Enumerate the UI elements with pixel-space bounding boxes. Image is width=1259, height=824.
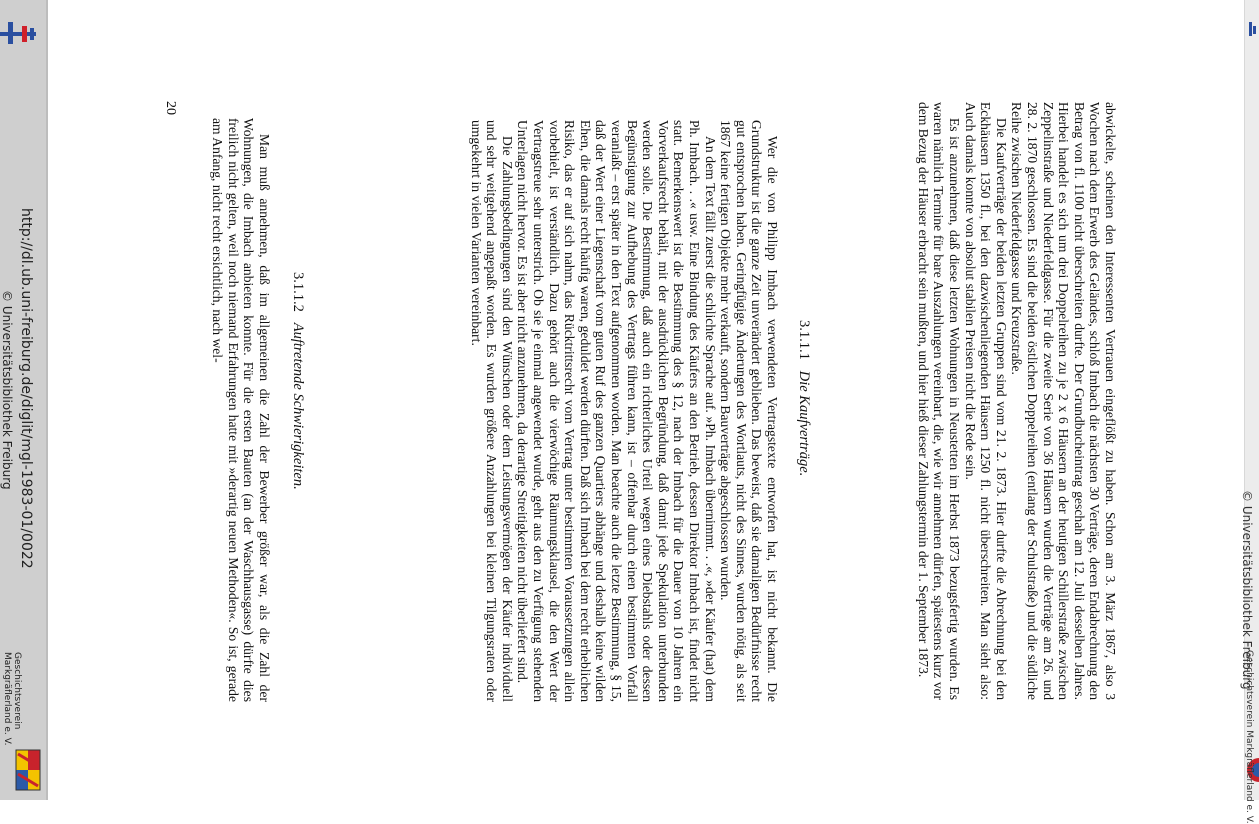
heading-title: Die Kaufverträge. [796, 370, 812, 477]
paragraph: abwickelte, scheinen den Interessenten Vertrauen eingeflößt zu haben. Schon am 3. März 1867, also 3 Wochen nach dem Erwerb des Geländes, schloß Imbach die nächsten 30 Verträge, deren Endabrechnung den Betrag von fl. 1100 nicht überschreiten durfte. Der Grundbucheintrag geschah am 12. Juli desselben Jahres. Hierbei handelt es sich um drei Doppelreihen zu je 2 x 6 Häusern an der heutigen Schillerstraße zwischen Zeppelinstraße und Niederfeldgasse. Für die zweite Serie von 36 Häusern wurden die Verträge am 26. und 28. 2. 1870 geschlossen. Es sind die beiden östlichen Doppelreihen (entlang der Schulstraße) und die südliche Reihe zwischen Niederfeldgasse und Kreuzstraße. [1009, 102, 1118, 700]
copyright-notice: © Universitätsbibliothek Freiburg [0, 290, 14, 490]
society-label-cut: Geschichtsverein Markgräflerland e. V. [1244, 650, 1254, 824]
paragraph: Es ist anzunehmen, daß diese letzten Wohnungen in Neustetten im Herbst 1873 bezugsfertig wurden. Es waren nämlich Termine für bare Auszahlungen vereinbart, die, wie wir annehmen dürfen, spätestens kurz vor dem Bezug der Häuser erbracht sein mußten, und hier hieß dieser Zahlungstermin der 1. September 1873. [915, 102, 963, 700]
society-label: Geschichtsverein Markgräflerland e. V. [2, 652, 22, 746]
gutter-divider [46, 0, 48, 800]
university-logo-icon [1249, 22, 1257, 36]
society-crest-icon [14, 748, 42, 792]
heading-number: 3.1.1.1 [796, 320, 812, 368]
heading-number: 3.1.1.2 [290, 272, 306, 320]
university-logo-icon [0, 20, 40, 48]
section-heading-kaufvertraege [795, 320, 812, 476]
section-heading-schwierigkeiten [289, 272, 306, 490]
text-block-2 [468, 120, 780, 702]
source-url[interactable]: http://dl.ub.uni-freiburg.de/diglit/mgl-1983-01/0022 [18, 208, 34, 569]
copyright-notice-cut: © Universitätsbibliothek Freiburg [1240, 490, 1254, 690]
paragraph: Man muß annehmen, daß im allgemeinen die Zahl der Bewerber größer war, als die Zahl der Wohnungen, die Imbach anbieten konnte. Für die ersten Bauten (an der Waschhausgasse) dürfte dies freilich nicht gelten, weil noch niemand Erfahrungen hatte mit »derartig neuen Methoden«. So ist, gerade am Anfang, nicht recht ersichtlich, nach wel- [210, 118, 272, 702]
paragraph: An dem Text fällt zuerst die schlichte Sprache auf. »Ph. Imbach übernimmt. . .«, »der Käufer (hat) dem Ph. Imbach. . .« usw. Eine Bindung des Käufers an den Betrieb, dessen Direktor Imbach ist, findet nicht statt. Bemerkenswert ist die Bestimmung des § 12, nach der Imbach für die Dauer von 10 Jahren ein Vorverkaufsrecht behält, mit der ausdrücklichen Begründung, daß damit jede Spekulation unterbunden werden solle. Die Bestimmung, daß auch ein richterliches Urteil wegen eines Diebstahls oder dessen Begünstigung zur Aufhebung des Vertrags führen kann, ist – offenbar durch einen bestimmten Vorfall veranlaßt – erst später in den Text aufgenommen worden. Man beachte auch die letzte Bestimmung, § 15, daß der Wert einer Liegenschaft vom guten Ruf des ganzen Quartiers abhänge und deshalb keine wilden Ehen, die damals recht häufig waren, geduldet werden dürften. Daß sich Imbach bei dem recht erheblichen Risiko, das er auf sich nahm, das Rücktrittsrecht vom Vertrag unter bestimmten Voraussetzungen allein vorbehielt, ist verständlich. Dazu gehört auch die vierwöchige Räumungsklausel, die den Wert der Vertragstreue sehr unterstrich. Ob sie je einmal angewendet wurde, geht aus den zu Verfügung stehenden Unterlagen nicht hervor. Es ist aber nicht anzunehmen, da derartige Streitigkeiten nicht überliefert sind. [515, 120, 718, 702]
text-block-1 [915, 102, 1118, 700]
page-number: 20 [163, 101, 178, 115]
text-block-3 [210, 118, 272, 702]
paragraph: Die Zahlungsbedingungen sind den Wünschen oder dem Leistungsvermögen der Käufer individuell und sehr weitgehend angepaßt worden. Es wurden größere Anzahlungen bei kleinen Tilgungsraten oder umgekehrt in vielen Varianten vereinbart. [468, 120, 515, 702]
paragraph: Die Kaufverträge der beiden letzten Gruppen sind vom 21. 2. 1873. Hier durfte die Abrechnung bei den Eckhäusern 1350 fl., bei den dazwischenliegenden Häusern 1250 fl. nicht überschreiten. Man sieht also: Auch damals konnte von absolut stabilen Preisen nicht die Rede sein. [962, 102, 1009, 700]
heading-title: Auftretende Schwierigkeiten. [290, 322, 306, 490]
paragraph: Wer die von Philipp Imbach verwendeten Vertragstexte entworfen hat, ist nicht bekannt. Die Grundstruktur ist die ganze Zeit unverändert geblieben. Das beweist, daß sie damaligen Bedürfnisse recht gut entsprochen haben. Geringfügige Änderungen des Wortlauts, nicht des Sinnes, wurden nötig, als seit 1867 keine fertigen Objekte mehr verkauft, sondern Bauverträge abgeschlossen wurden. [718, 120, 780, 702]
